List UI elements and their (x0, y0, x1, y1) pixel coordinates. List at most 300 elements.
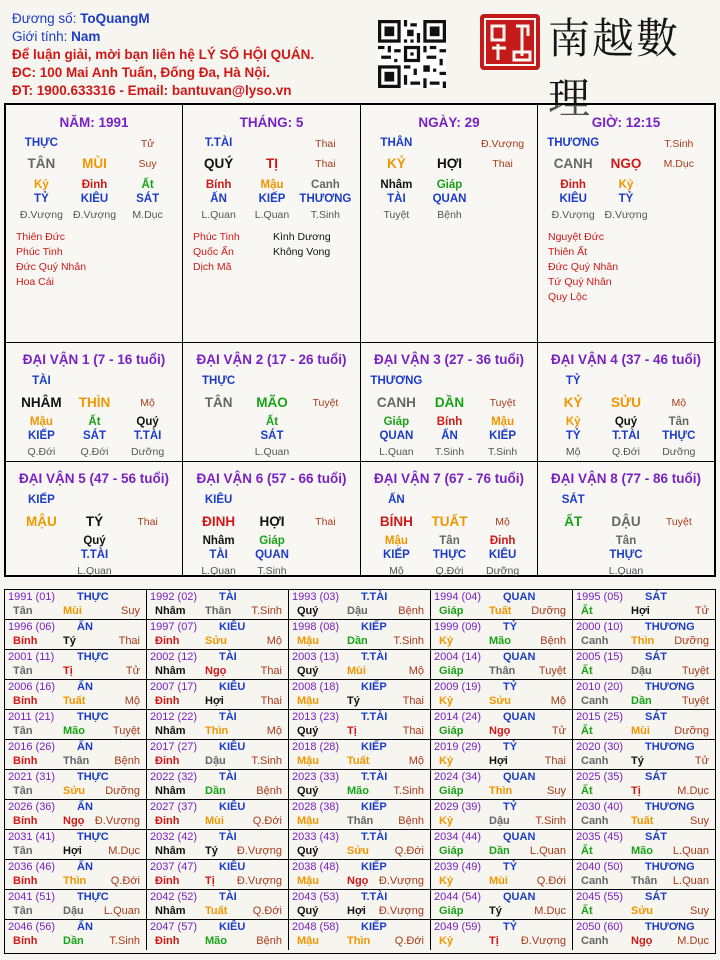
year-ten-god: KIÊU (219, 621, 246, 633)
hidden-life-phase: T.Sinh (310, 209, 340, 221)
stem-ten-god: KIÊU (204, 494, 233, 506)
year-stem: Nhâm (155, 845, 186, 857)
year-cell (289, 620, 431, 650)
hidden-stem: Quý (136, 416, 159, 428)
year-label: 2032 (42) (150, 831, 198, 843)
year-stem: Nhâm (155, 665, 186, 677)
star-item: Đức Quý Nhân (16, 261, 87, 273)
year-life-phase: Tử (694, 605, 709, 617)
year-cell (573, 800, 715, 830)
logo-title: 南越數理 (548, 14, 681, 123)
year-branch: Thìn (631, 635, 655, 647)
year-branch: Dậu (489, 815, 510, 827)
year-ten-god: TỶ (503, 861, 518, 873)
hidden-ten-god: KIẾP (489, 430, 517, 442)
year-ten-god: SÁT (645, 591, 667, 603)
branch-life-phase: Thai (315, 516, 336, 528)
year-ten-god: SÁT (645, 651, 667, 663)
year-ten-god: QUAN (503, 591, 536, 603)
year-label: 2007 (17) (150, 681, 198, 693)
year-ten-god: TỶ (503, 741, 518, 753)
year-life-phase: Mộ (124, 695, 140, 707)
star-item: Phúc Tinh (193, 231, 240, 243)
year-branch: Tý (489, 905, 502, 917)
year-cell (573, 770, 715, 800)
branch-life-phase: Tuyệt (665, 516, 692, 528)
branch-life-phase: Tuyệt (312, 397, 339, 409)
hidden-ten-god: KIÊU (488, 549, 517, 561)
stem-ten-god: T.TÀI (204, 137, 233, 149)
year-life-phase: Đ.Vượng (378, 905, 424, 917)
year-branch: Thìn (489, 785, 513, 797)
year-branch: Dậu (63, 905, 84, 917)
year-stem: Bính (13, 935, 38, 947)
year-ten-god: TÀI (219, 711, 237, 723)
year-ten-god: KIÊU (219, 741, 246, 753)
star-item: Thiên Ất (548, 246, 588, 258)
year-cell (289, 590, 431, 620)
year-cell (573, 650, 715, 680)
year-branch: Hợi (205, 695, 224, 707)
year-life-phase: Q.Đới (252, 905, 282, 917)
year-label: 2041 (51) (8, 891, 56, 903)
year-ten-god: QUAN (503, 711, 536, 723)
year-ten-god: SÁT (645, 831, 667, 843)
stem-ten-god: SÁT (561, 494, 585, 506)
hidden-stem: Giáp (383, 416, 410, 428)
year-ten-god: THƯƠNG (645, 621, 695, 633)
year-stem: Kỷ (439, 935, 454, 947)
hidden-ten-god: ẤN (210, 193, 227, 205)
heavenly-stem: KỶ (563, 395, 583, 410)
year-cell (289, 890, 431, 920)
year-label: 2001 (11) (8, 651, 55, 663)
hidden-ten-god: THỰC (662, 430, 696, 442)
year-label: 2000 (10) (576, 621, 624, 633)
stem-ten-god: ẤN (388, 494, 405, 506)
pillar-title: NĂM: 1991 (59, 115, 129, 130)
year-life-phase: Mộ (408, 755, 424, 767)
stem-ten-god: THÂN (380, 137, 413, 149)
year-stem: Đinh (155, 935, 180, 947)
year-life-phase: Đ.Vượng (378, 875, 424, 887)
year-cell (147, 770, 289, 800)
year-life-phase: Dưỡng (531, 605, 566, 617)
year-stem: Tân (13, 905, 33, 917)
year-cell (147, 710, 289, 740)
year-stem: Ất (581, 845, 593, 857)
year-ten-god: THỰC (77, 831, 109, 843)
year-life-phase: M.Dục (108, 845, 140, 857)
year-label: 1998 (08) (292, 621, 340, 633)
hidden-stem: Quý (614, 416, 638, 428)
dai-van-title: ĐẠI VẬN 6 (57 - 66 tuổi) (196, 471, 347, 486)
year-cell (431, 590, 573, 620)
hidden-ten-god: KIẾP (27, 430, 55, 442)
hidden-ten-god: SÁT (83, 430, 106, 442)
stem-ten-god: THỰC (202, 375, 236, 387)
year-label: 2027 (37) (150, 801, 198, 813)
year-life-phase: T.Sinh (535, 815, 566, 827)
year-label: 1997 (07) (150, 621, 198, 633)
earthly-branch: TÝ (85, 514, 104, 529)
heavenly-stem: BÍNH (379, 514, 413, 529)
year-label: 2034 (44) (434, 831, 482, 843)
year-branch: Tý (631, 755, 644, 767)
hidden-life-phase: Đ.Vượng (551, 209, 595, 221)
year-life-phase: Mộ (550, 695, 566, 707)
hidden-life-phase: Q.Đới (435, 565, 464, 577)
hidden-ten-god: KIẾP (258, 193, 286, 205)
year-branch: Tị (631, 785, 641, 797)
year-ten-god: KIÊU (219, 921, 246, 933)
year-cell (431, 740, 573, 770)
year-ten-god: KIẾP (361, 921, 387, 933)
star-list (193, 230, 240, 275)
hidden-ten-god: THỰC (432, 549, 467, 561)
hidden-life-phase: Dưỡng (486, 565, 520, 577)
year-cell (573, 920, 715, 950)
year-stem: Giáp (439, 725, 464, 737)
year-life-phase: Mộ (266, 725, 282, 737)
year-label: 2050 (60) (576, 921, 624, 933)
year-branch: Tuất (489, 605, 512, 617)
year-branch: Tị (63, 665, 73, 677)
star-item: Dịch Mã (193, 261, 232, 273)
year-stem: Mậu (297, 875, 319, 887)
dai-van-2 (183, 343, 361, 462)
year-branch: Tuất (347, 755, 370, 767)
year-branch: Tý (347, 695, 360, 707)
year-label: 2049 (59) (434, 921, 482, 933)
year-branch: Ngọ (63, 815, 85, 827)
earthly-branch: HỢI (259, 514, 285, 529)
year-cell (289, 650, 431, 680)
year-life-phase: L.Quan (672, 845, 709, 857)
year-ten-god: KIÊU (219, 801, 246, 813)
pillars-grid (4, 103, 716, 577)
year-stem: Nhâm (155, 605, 186, 617)
year-stem: Bính (13, 695, 38, 707)
year-stem: Đinh (155, 815, 180, 827)
earthly-branch: DẬU (611, 514, 641, 529)
year-branch: Thân (489, 665, 516, 677)
year-stem: Ất (581, 665, 593, 677)
year-ten-god: T.TÀI (361, 711, 388, 723)
hidden-stem: Mậu (29, 416, 53, 428)
year-stem: Tân (13, 785, 33, 797)
branch-life-phase: M.Dục (663, 158, 694, 170)
year-label: 2038 (48) (292, 861, 340, 873)
hidden-ten-god: TÀI (387, 193, 406, 205)
year-life-phase: Bệnh (256, 935, 282, 947)
branch-life-phase: Mộ (140, 397, 155, 409)
year-stem: Quý (297, 605, 319, 617)
stem-life-phase: Đ.Vượng (481, 138, 525, 150)
stem-ten-god: THỰC (24, 137, 58, 149)
year-label: 2022 (32) (150, 771, 198, 783)
year-life-phase: Bệnh (398, 815, 424, 827)
hidden-stem: Tân (439, 535, 460, 547)
year-label: 1993 (03) (292, 591, 340, 603)
year-life-phase: Q.Đới (252, 815, 282, 827)
year-cell (289, 830, 431, 860)
year-stem: Quý (297, 665, 319, 677)
hidden-ten-god: TÀI (209, 549, 228, 561)
year-life-phase: Thai (260, 665, 282, 677)
star-item: Nguyệt Đức (548, 231, 605, 243)
year-branch: Ngọ (631, 935, 653, 947)
heavenly-stem: ĐINH (202, 514, 236, 529)
earthly-branch: DẦN (434, 395, 465, 410)
earthly-branch: HỢI (436, 156, 463, 171)
year-stem: Tân (13, 845, 33, 857)
dai-van-title: ĐẠI VẬN 2 (17 - 26 tuổi) (196, 352, 347, 367)
year-cell (431, 920, 573, 950)
hidden-life-phase: T.Sinh (434, 446, 465, 458)
year-branch: Tị (205, 875, 215, 887)
year-life-phase: L.Quan (103, 905, 140, 917)
year-cell (573, 830, 715, 860)
hidden-ten-god: THƯƠNG (299, 193, 352, 205)
year-life-phase: T.Sinh (251, 605, 282, 617)
hidden-life-phase: Q.Đới (80, 446, 109, 458)
year-ten-god: TÀI (219, 891, 237, 903)
hidden-stem: Ất (141, 179, 154, 191)
star-item: Thiên Đức (16, 231, 66, 243)
year-stem: Mậu (297, 635, 319, 647)
hidden-life-phase: T.Sinh (488, 446, 518, 458)
year-branch: Dậu (205, 755, 226, 767)
year-branch: Tị (489, 935, 499, 947)
dai-van-8 (538, 462, 714, 577)
year-life-phase: L.Quan (672, 875, 709, 887)
year-life-phase: M.Dục (677, 935, 709, 947)
hidden-life-phase: Q.Đới (612, 446, 640, 458)
year-label: 2018 (28) (292, 741, 340, 753)
hidden-stem: Đinh (560, 179, 586, 191)
year-stem: Quý (297, 845, 319, 857)
year-cell (289, 740, 431, 770)
year-stem: Nhâm (155, 785, 186, 797)
year-life-phase: Bệnh (540, 635, 566, 647)
earthly-branch: MÃO (256, 395, 288, 410)
year-ten-god: T.TÀI (361, 831, 388, 843)
year-label: 2047 (57) (150, 921, 198, 933)
heavenly-stem: NHÂM (21, 395, 62, 410)
year-cell (431, 860, 573, 890)
year-branch: Thân (63, 755, 90, 767)
year-branch: Thân (347, 815, 374, 827)
year-cell (289, 680, 431, 710)
year-stem: Tân (13, 605, 33, 617)
year-branch: Tị (347, 725, 357, 737)
year-stem: Giáp (439, 665, 464, 677)
year-branch: Dần (489, 845, 510, 857)
earthly-branch: TỊ (266, 156, 278, 171)
hidden-life-phase: Mộ (389, 565, 404, 577)
year-branch: Sửu (205, 635, 228, 647)
year-cell (5, 740, 147, 770)
year-ten-god: ẤN (77, 741, 93, 753)
year-cell (5, 590, 147, 620)
year-branch: Thìn (63, 875, 87, 887)
star-list (548, 230, 618, 305)
year-stem: Ất (581, 725, 593, 737)
year-stem: Đinh (155, 635, 180, 647)
year-cell (573, 740, 715, 770)
stem-life-phase: Thai (315, 138, 336, 150)
hidden-ten-god: TỶ (34, 193, 49, 205)
year-label: 2010 (20) (576, 681, 624, 693)
phone-email-line: ĐT: 1900.633316 - Email: bantuvan@lyso.vn (12, 83, 292, 98)
hidden-life-phase: Dưỡng (662, 446, 696, 458)
year-cell (147, 890, 289, 920)
year-cell (431, 710, 573, 740)
hidden-life-phase: Đ.Vượng (72, 209, 117, 221)
year-stem: Quý (297, 785, 319, 797)
year-label: 2003 (13) (292, 651, 340, 663)
year-branch: Thìn (205, 725, 229, 737)
year-ten-god: KIẾP (361, 741, 387, 753)
year-label: 2006 (16) (8, 681, 56, 693)
year-stem: Đinh (155, 875, 180, 887)
year-stem: Đinh (155, 695, 180, 707)
owner-info (12, 10, 314, 100)
year-stem: Canh (581, 815, 609, 827)
year-branch: Sửu (347, 845, 370, 857)
hidden-ten-god: T.TÀI (133, 430, 162, 442)
hidden-ten-god: QUAN (432, 193, 467, 205)
year-stem: Quý (297, 905, 319, 917)
stem-life-phase: Tử (140, 138, 155, 150)
hidden-stem: Mậu (384, 535, 408, 547)
year-cell (5, 650, 147, 680)
year-life-phase: Suy (690, 905, 709, 917)
year-cell (431, 770, 573, 800)
year-ten-god: THƯƠNG (645, 921, 695, 933)
year-ten-god: TỶ (503, 921, 518, 933)
year-stem: Giáp (439, 785, 464, 797)
year-branch: Hợi (489, 755, 508, 767)
heavenly-stem: TÂN (204, 395, 233, 410)
year-ten-god: TÀI (219, 771, 237, 783)
year-stem: Tân (13, 725, 33, 737)
year-life-phase: Bệnh (256, 785, 282, 797)
year-life-phase: Mộ (266, 635, 282, 647)
year-ten-god: ẤN (77, 861, 93, 873)
year-life-phase: Tuyệt (681, 695, 709, 707)
year-label: 2033 (43) (292, 831, 340, 843)
year-ten-god: THỰC (77, 651, 109, 663)
year-life-phase: Bệnh (398, 605, 424, 617)
hidden-stem: Giáp (436, 179, 463, 191)
year-ten-god: KIẾP (361, 681, 387, 693)
hidden-stem: Canh (311, 179, 340, 191)
year-branch: Mão (489, 635, 511, 647)
year-label: 1995 (05) (576, 591, 624, 603)
year-label: 2029 (39) (434, 801, 482, 813)
year-life-phase: Suy (547, 785, 566, 797)
star-item: Không Vong (273, 246, 331, 258)
year-branch: Mùi (489, 875, 508, 887)
hidden-stem: Bính (436, 416, 463, 428)
year-life-phase: M.Dục (677, 785, 709, 797)
star-item: Kình Dương (273, 231, 331, 243)
hidden-life-phase: T.Sinh (257, 565, 287, 577)
year-cell (5, 620, 147, 650)
year-branch: Dần (63, 935, 84, 947)
year-stem: Canh (581, 755, 609, 767)
year-label: 2028 (38) (292, 801, 340, 813)
year-life-phase: Q.Đới (536, 875, 566, 887)
branch-life-phase: Mộ (671, 397, 687, 409)
year-stem: Giáp (439, 845, 464, 857)
year-life-phase: Suy (690, 815, 709, 827)
year-ten-god: TỶ (503, 801, 518, 813)
qr-code-icon (378, 20, 446, 88)
year-stem: Kỷ (439, 815, 454, 827)
hidden-ten-god: ẤN (441, 430, 458, 442)
year-label: 2040 (50) (576, 861, 624, 873)
year-ten-god: THỰC (77, 771, 109, 783)
year-life-phase: Tuyệt (112, 725, 140, 737)
year-cell (5, 860, 147, 890)
dai-van-5 (6, 462, 183, 577)
year-ten-god: QUAN (503, 651, 536, 663)
year-label: 2024 (34) (434, 771, 482, 783)
year-life-phase: Dưỡng (105, 785, 140, 797)
branch-life-phase: Mộ (495, 516, 510, 528)
year-stem: Canh (581, 635, 609, 647)
year-life-phase: Q.Đới (394, 935, 424, 947)
heavenly-stem: CANH (376, 395, 416, 410)
year-ten-god: QUAN (503, 831, 536, 843)
year-stem: Kỷ (439, 635, 454, 647)
hidden-ten-god: T.TÀI (80, 549, 109, 561)
year-branch: Dậu (347, 605, 368, 617)
year-branch: Mão (205, 935, 227, 947)
year-branch: Mùi (205, 815, 224, 827)
year-cell (431, 830, 573, 860)
year-life-phase: Thai (260, 695, 282, 707)
branch-life-phase: Tuyệt (489, 397, 516, 409)
hidden-life-phase: Bệnh (437, 209, 462, 221)
year-life-phase: L.Quan (529, 845, 566, 857)
year-ten-god: QUAN (503, 771, 536, 783)
dai-van-title: ĐẠI VẬN 8 (77 - 86 tuổi) (550, 471, 702, 486)
year-ten-god: THỰC (77, 891, 109, 903)
star-list-secondary (273, 230, 331, 260)
hidden-stem: Ất (265, 416, 279, 428)
year-label: 2013 (23) (292, 711, 340, 723)
year-branch: Tý (63, 635, 76, 647)
year-life-phase: Đ.Vượng (94, 815, 140, 827)
year-life-phase: M.Dục (534, 905, 566, 917)
year-cell (573, 620, 715, 650)
year-cell (573, 890, 715, 920)
star-list (16, 230, 86, 290)
hidden-ten-god: KIÊU (559, 193, 587, 205)
year-label: 2016 (26) (8, 741, 56, 753)
year-cell (431, 620, 573, 650)
year-ten-god: T.TÀI (361, 651, 388, 663)
year-cell (573, 590, 715, 620)
year-label: 2044 (54) (434, 891, 482, 903)
year-branch: Mão (347, 785, 369, 797)
year-stem: Ất (581, 605, 593, 617)
year-life-phase: Tử (694, 755, 709, 767)
